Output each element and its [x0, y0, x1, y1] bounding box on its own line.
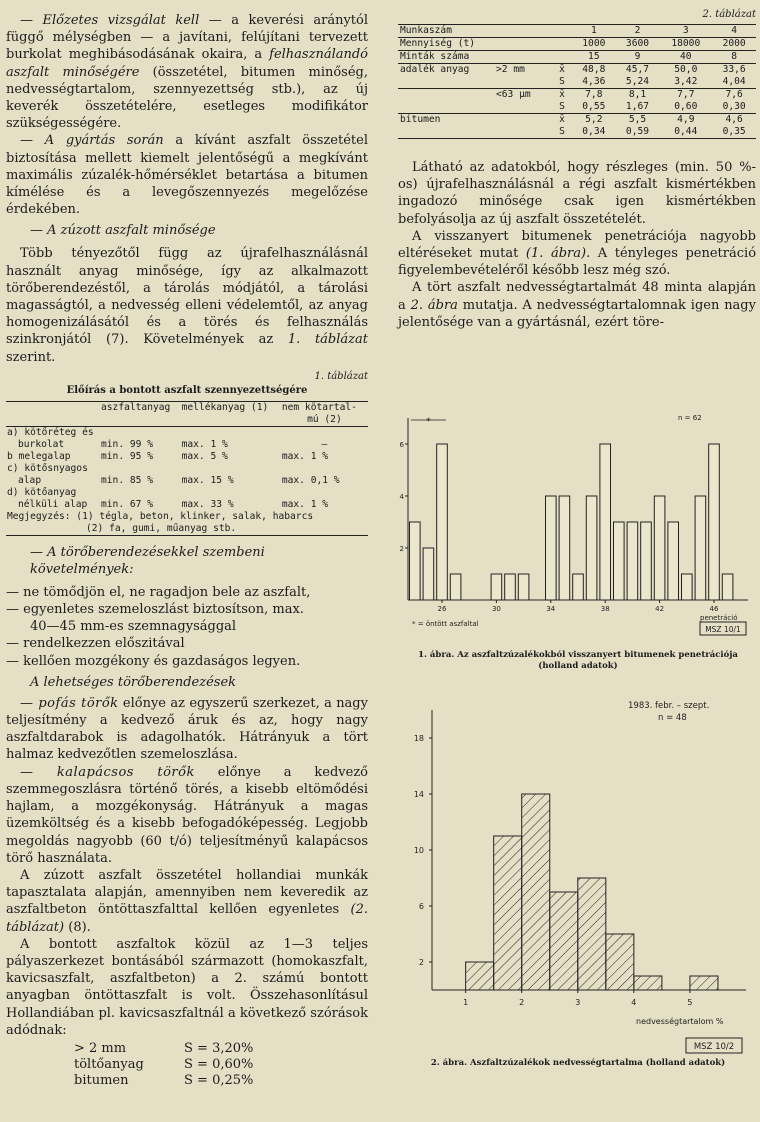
row-label: d) kötőanyag: [7, 486, 77, 498]
text: A visszanyert bitumenek penetrációja nagyobb eltéréseket mutat: [398, 228, 756, 262]
formula-row: [6, 1057, 368, 1073]
table-reference: (2. táblázat): [6, 902, 368, 935]
histogram-bar: [695, 496, 706, 600]
table-cell: 4,04: [722, 76, 746, 87]
histogram-bar: [410, 522, 421, 600]
y-tick-label: 6: [418, 902, 424, 911]
text: . A tényleges penetráció figyelembevételéről később lesz még szó.: [398, 246, 757, 279]
histogram-bar: [586, 496, 597, 600]
table-cell: 8: [731, 51, 738, 62]
row-label: alap: [18, 474, 42, 486]
row-label: Mennyiség (t): [400, 38, 476, 49]
emphasis: — kalapácsos törők: [20, 764, 195, 780]
histogram-bar: [522, 794, 550, 990]
table-cell: 8,1: [628, 89, 647, 100]
table-cell: 45,7: [625, 64, 650, 75]
figure1-histogram: [398, 404, 758, 644]
formula-block: [6, 1041, 368, 1089]
table2: [398, 24, 756, 139]
right-column: [398, 0, 756, 331]
table-cell: 40: [680, 51, 692, 62]
table-note-text: Megjegyzés: (1) tégla, beton, klinker, salak, habarcs: [7, 510, 314, 522]
formula-value: S = 0,60%: [184, 1056, 254, 1072]
row-sublabel: <63 μm: [496, 89, 531, 100]
paragraph-preliminary-test: [6, 12, 368, 132]
table-cell: 3,42: [674, 76, 698, 87]
table-cell: 3: [682, 25, 689, 36]
table-cell: 5,24: [625, 76, 650, 87]
table-note: [6, 523, 368, 536]
histogram-bar: [573, 574, 584, 600]
table-cell: max. 33 %: [181, 498, 234, 510]
paragraph-moisture: [398, 279, 756, 331]
histogram-bar: [550, 892, 578, 990]
text: Több tényezőtől függ az újrafelhasználásnál használt anyag minősége, így az alkalmazott törőberendezéstől, a tárolás módjától, a tárolási magasságtól, a nedvesség elleni védelemtől, az anyag homogenizálásától és a törés és felhasználás szinkronjától (7). Követelmények az: [6, 246, 368, 348]
table-cell: 50,0: [674, 64, 698, 75]
table-cell: min. 99 %: [101, 438, 153, 450]
y-tick-label: 14: [413, 790, 424, 799]
table-cell: 0,55: [582, 101, 606, 112]
row-label: Minták száma: [400, 51, 470, 62]
histogram-bar: [641, 522, 652, 600]
table-cell: 4,9: [677, 114, 695, 125]
table-cell: 0,35: [722, 126, 746, 137]
table-cell: max. 1 %: [181, 438, 228, 450]
table-cell: 18000: [671, 38, 701, 49]
histogram-bar: [722, 574, 733, 600]
histogram-bar: [690, 976, 718, 990]
left-column: [6, 0, 368, 1089]
table-row: [398, 114, 756, 127]
paragraph-dutch-experience: [6, 867, 368, 936]
stat-symbol: x̄: [559, 64, 565, 75]
x-tick-label: 46: [709, 605, 719, 613]
table-cell: 7,7: [677, 89, 695, 100]
formula-value: S = 3,20%: [184, 1040, 254, 1056]
histogram-bar: [682, 574, 693, 600]
histogram-bar: [634, 976, 662, 990]
row-label: a) kötőréteg és: [7, 426, 94, 438]
section-heading-possible-crushers: A lehetséges törőberendezések: [30, 674, 237, 690]
table-row: [398, 76, 756, 89]
paragraph-quality: [6, 245, 368, 365]
formula-row: [6, 1041, 368, 1057]
table-row: [6, 426, 368, 439]
histogram-bar: [466, 962, 494, 990]
stat-symbol: x̄: [559, 114, 565, 125]
table1-label: 1. táblázat: [314, 370, 368, 382]
figure2-histogram: [398, 684, 758, 1056]
table-row: [6, 463, 368, 475]
histogram-bar: [606, 934, 634, 990]
histogram-bar: [654, 496, 665, 600]
table1-title: Előírás a bontott aszfalt szennyezettségére: [66, 384, 308, 396]
emphasis: — Előzetes vizsgálat kell: [20, 13, 200, 28]
paragraph-hammer-crushers: [6, 764, 368, 867]
table-header-row: [6, 414, 368, 427]
x-tick-label: 26: [437, 605, 447, 613]
table-row: [6, 487, 368, 499]
table-cell: max. 1 %: [281, 498, 329, 510]
table-row: [6, 499, 368, 511]
table-header-row: [6, 401, 368, 414]
text: — a keverési aránytól függő mélységben — a javítani, felújítani tervezett burkolat meghibásodásának okaira, a: [6, 13, 368, 63]
emphasis: felhasználandó aszfalt minőségére: [6, 47, 368, 80]
table-cell: 3600: [625, 38, 650, 49]
list-item: — ne tömődjön el, ne ragadjon bele az aszfalt,: [6, 584, 311, 600]
table-cell: 9: [634, 51, 641, 62]
table-row: [6, 475, 368, 487]
table-cell: min. 67 %: [101, 498, 153, 510]
section-heading-crushed-asphalt: — A zúzott aszfalt minősége: [30, 223, 216, 239]
requirements-list: [6, 584, 368, 670]
table-cell: min. 85 %: [101, 474, 153, 486]
row-label: Munkaszám: [400, 25, 452, 36]
table-cell: 1,67: [625, 101, 650, 112]
x-tick-label: 3: [575, 998, 581, 1007]
text: A tört aszfalt nedvességtartalmát 48 minta alapján a: [398, 280, 756, 313]
stat-symbol: S: [559, 126, 565, 137]
histogram-bar: [491, 574, 502, 600]
table-note-text: (2) fa, gumi, műanyag stb.: [6, 523, 368, 536]
section-heading-crusher-requirements: — A törőberendezésekkel szembeni követelmények:: [30, 544, 265, 577]
table-cell: 0,34: [582, 126, 606, 137]
row-label: bitumen: [400, 114, 441, 125]
histogram-bar: [614, 522, 625, 600]
paragraph-demolished-asphalts: A bontott aszfaltok közül az 1—3 teljes pályaszerkezet bontásából származott (homokaszfalt, kavicsaszfalt, aszfaltbeton) a 2. számú bontott anyagban öntöttaszfalt is volt. Összehasonlításul Hollandiában pl. kavicsaszfaltnál a következő szórások adódnak:: [6, 936, 368, 1038]
y-tick-label: 2: [399, 545, 404, 553]
table-note: [6, 511, 368, 523]
chart-subtitle: 1983. febr. – szept.: [628, 701, 710, 711]
list-item: — kellően mozgékony és gazdaságos legyen.: [6, 653, 301, 669]
figure-reference: (1. ábra): [525, 246, 587, 262]
y-tick-label: 6: [399, 441, 404, 449]
table-row: [6, 439, 368, 451]
x-tick-label: 1: [463, 998, 469, 1007]
text: előnye az egyszerű szerkezet, a nagy teljesítmény a kedvező áruk és az, hogy nagy aszfaltdarabok is adagolhatók. Hátrányuk a tört halmaz kedvezőtlen szemeloszlása.: [6, 695, 368, 763]
row-label: nélküli alap: [18, 498, 88, 510]
table-cell: 2000: [722, 38, 746, 49]
x-tick-label: 5: [687, 998, 693, 1007]
stat-symbol: x̄: [559, 89, 565, 100]
emphasis: — pofás törők: [20, 695, 119, 711]
x-tick-label: 2: [519, 998, 525, 1007]
row-label: adalék anyag: [400, 64, 470, 75]
paragraph-jaw-crushers: [6, 695, 368, 764]
table-header: mellékanyag (1): [181, 401, 269, 413]
table-cell: 1000: [582, 38, 606, 49]
histogram-bar: [494, 836, 522, 990]
table1: [6, 401, 368, 536]
row-label: c) kötősnyagos: [7, 462, 88, 474]
table-cell: 2: [634, 25, 641, 36]
histogram-bar: [505, 574, 516, 600]
table-cell: 0,30: [722, 101, 746, 112]
text: (összetétel, bitumen minőség, nedvességtartalom, szennyezettség stb.), az új keverék összetételére, esetleges modifikátor szükségességére.: [6, 64, 368, 132]
table-row: [398, 25, 756, 38]
list-item: — rendelkezzen előszitával: [6, 636, 185, 652]
table-cell: min. 95 %: [101, 450, 153, 462]
table-row: [398, 51, 756, 64]
table-cell: 7,8: [585, 89, 603, 100]
text: A zúzott aszfalt összetétel hollandiai munkák tapasztalata alapján, amennyiben nem keveredik az aszfaltbeton öntöttaszfalttal kellően egyenletes: [6, 867, 368, 918]
x-axis-label: penetráció: [700, 614, 738, 622]
formula-key: > 2 mm: [74, 1040, 127, 1056]
paragraph-production: [6, 132, 368, 218]
table-cell: 0,44: [674, 126, 698, 137]
legend-text: * = öntött aszfaltal: [412, 620, 479, 628]
y-tick-label: 18: [413, 734, 424, 743]
table-cell: —: [321, 438, 328, 450]
formula-value: S = 0,25%: [184, 1072, 254, 1088]
histogram-bar: [559, 496, 570, 600]
x-tick-label: 4: [631, 998, 637, 1007]
emphasis: — A gyártás során: [20, 133, 164, 149]
figure2-caption: 2. ábra. Aszfaltzúzalékok nedvességtartalma (holland adatok): [430, 1058, 726, 1068]
row-sublabel: >2 mm: [496, 64, 525, 75]
table-row: [398, 38, 756, 51]
formula-key: töltőanyag: [74, 1056, 144, 1072]
row-label: burkolat: [18, 438, 65, 450]
table-header: nem kötartal-: [281, 401, 357, 413]
table-cell: max. 15 %: [181, 474, 234, 486]
table-cell: 0,60: [674, 101, 698, 112]
histogram-bar: [450, 574, 461, 600]
stamp-label: MSZ 10/2: [693, 1042, 735, 1052]
text: (8).: [64, 919, 91, 935]
marker-symbol: *: [426, 417, 431, 427]
table-cell: 48,8: [582, 64, 606, 75]
table-cell: max. 0,1 %: [281, 474, 340, 486]
table-row: [398, 126, 756, 139]
table-cell: 4,6: [725, 114, 743, 125]
table-cell: 5,2: [585, 114, 603, 125]
stamp-label: MSZ 10/1: [705, 625, 741, 634]
table-cell: 5,5: [628, 114, 647, 125]
y-tick-label: 4: [399, 493, 404, 501]
formula-key: bitumen: [74, 1072, 129, 1088]
table-cell: 4: [731, 25, 738, 36]
histogram-bar: [546, 496, 557, 600]
histogram-bar: [709, 444, 720, 600]
table-header: mú (2): [307, 413, 342, 425]
table-cell: max. 1 %: [281, 450, 329, 462]
table-reference: 1. táblázat: [287, 332, 368, 348]
text: a kívánt aszfalt összetétel biztosítása mellett kiemelt jelentőségű a megkívánt maximális zúzalék-hőmérséklet betartása a bitumen kímélése és a levegőszennyezés megelőzése érdekében.: [6, 133, 368, 218]
table-cell: 1: [590, 25, 597, 36]
x-tick-label: 30: [491, 605, 501, 613]
table-cell: max. 5 %: [181, 450, 228, 462]
x-tick-label: 34: [546, 605, 556, 613]
list-item: 40—45 mm-es szemnagysággal: [30, 619, 237, 635]
x-tick-label: 42: [655, 605, 665, 613]
table-cell: 4,36: [582, 76, 606, 87]
table-row: [398, 64, 756, 77]
paragraph-data-observation: Látható az adatokból, hogy részleges (min. 50 %-os) újrafelhasználásnál a régi aszfalt kismértékben ingadozó minősége csak igen kismértékben befolyásolja az új aszfalt összetételét.: [398, 160, 756, 227]
stat-symbol: S: [559, 76, 565, 87]
figure1-caption: 1. ábra. Az aszfaltzúzalékokból visszanyert bitumenek penetrációja (holland adatok): [418, 650, 738, 671]
histogram-bar: [600, 444, 611, 600]
table-row: [398, 101, 756, 114]
histogram-bar: [423, 548, 434, 600]
table-header: aszfaltanyag: [101, 401, 171, 413]
table-cell: 0,59: [625, 126, 650, 137]
table-cell: 33,6: [722, 64, 746, 75]
y-tick-label: 2: [418, 958, 424, 967]
x-tick-label: 38: [600, 605, 610, 613]
row-label: b melegalap: [7, 450, 71, 462]
y-tick-label: 10: [413, 846, 424, 855]
histogram-bar: [627, 522, 638, 600]
histogram-bar: [437, 444, 448, 600]
text: szerint.: [6, 349, 56, 365]
figure-reference: 2. ábra: [410, 297, 458, 313]
stat-symbol: S: [559, 101, 565, 112]
histogram-bar: [578, 878, 606, 990]
table2-label: 2. táblázat: [702, 9, 756, 20]
table-cell: 7,6: [725, 89, 743, 100]
n-label: n = 62: [678, 414, 702, 422]
text: előnye a kedvező szemmegoszlásra történő törés, a kisebb eltömődési hajlam, a mozgékonyság. Hátrányuk a magas üzemköltség és a kisebb befogadóképesség. Legjobb megoldás nagyobb (60 t/ó) teljesítményű kalapácsos törő használata.: [6, 764, 369, 866]
formula-row: [6, 1073, 368, 1089]
n-label: n = 48: [658, 713, 687, 723]
table-cell: 15: [588, 51, 600, 62]
list-item: — egyenletes szemeloszlást biztosítson, max.: [6, 602, 304, 618]
x-axis-label: nedvességtartalom %: [636, 1017, 724, 1026]
paragraph-penetration: [398, 228, 756, 280]
table-row: [6, 451, 368, 463]
table-row: [398, 89, 756, 102]
text: mutatja. A nedvességtartalomnak igen nagy jelentősége van a gyártásnál, ezért töre-: [398, 297, 756, 330]
histogram-bar: [668, 522, 679, 600]
histogram-bar: [518, 574, 529, 600]
